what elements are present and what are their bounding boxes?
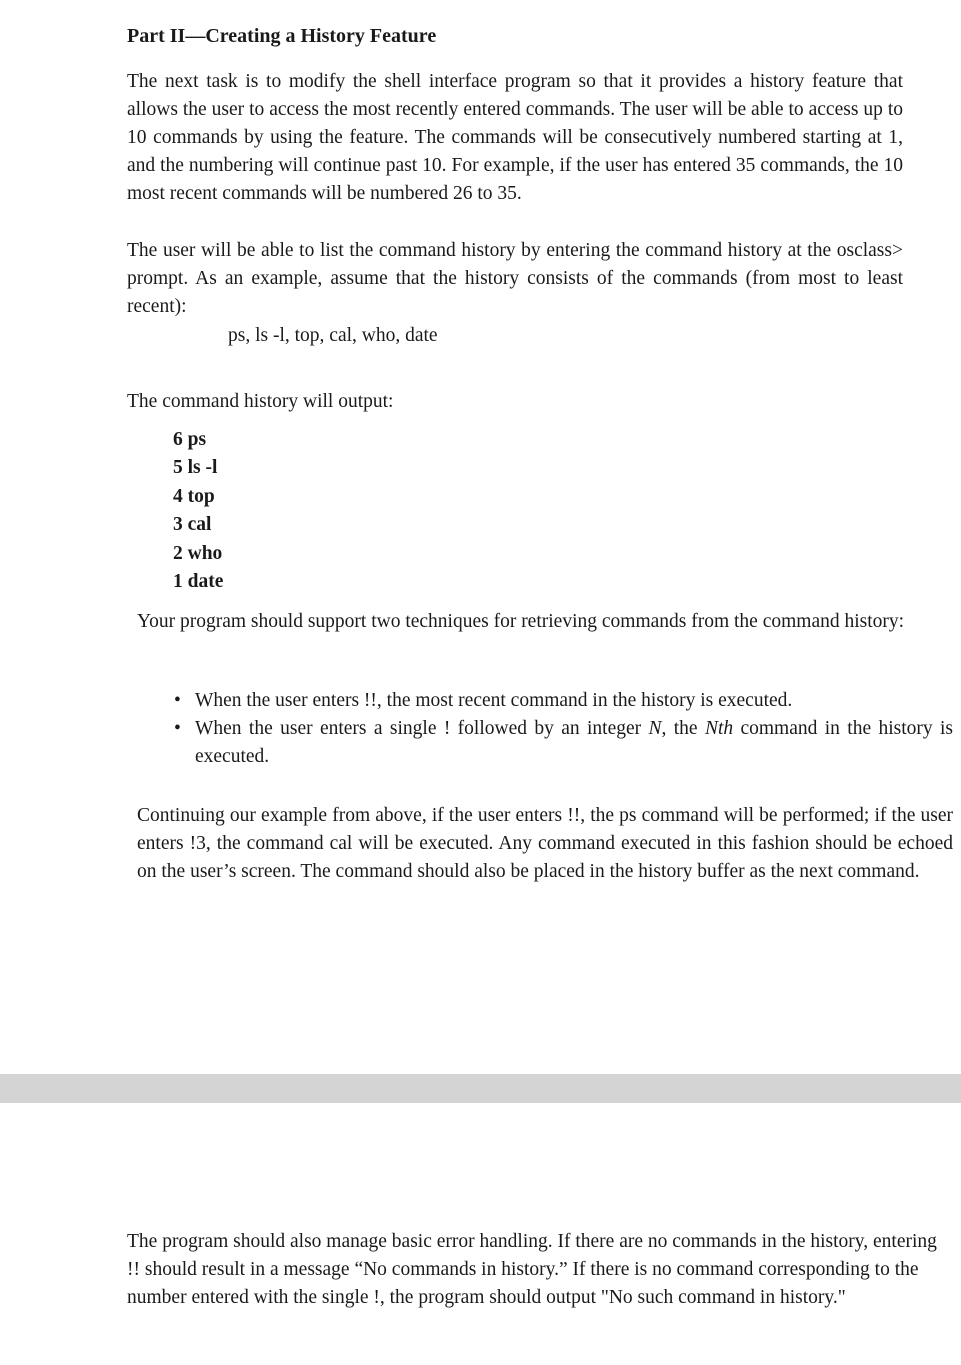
page-divider [0,1074,961,1103]
history-entry: 6 ps [173,429,207,450]
history-entry: 2 who [173,542,223,564]
history-entry: 4 top [173,485,215,507]
bullet-text: When the user enters !!, the most recent command in the history is executed. [195,690,793,711]
history-list-paragraph: The user will be able to list the command history by entering the command history at the osclass> prompt. As an example, assume that the history consists of the commands (from most to least recent): [127,240,903,317]
error-handling-paragraph: The program should also manage basic error handling. If there are no commands in the history, entering !! should result in a message “No commands in history.” If there is no command corresponding to the number entered with the single !, the program should output "No such command in history." [127,1231,937,1308]
section-heading: Part II—Creating a History Feature [127,25,437,47]
list-item [170,715,953,771]
output-intro: The command history will output: [127,391,394,412]
bullet-icon: • [174,718,181,739]
techniques-paragraph: Your program should support two techniques for retrieving commands from the command history: [137,611,905,632]
history-entry: 3 cal [173,514,212,536]
history-output-list [173,426,223,596]
example-paragraph: Continuing our example from above, if the user enters !!, the ps command will be performed; if the user enters !3, the command cal will be executed. Any command executed in this fashion should be echoed on the user’s screen. The command should also be placed in the history buffer as the next command. [137,805,953,882]
history-entry: 1 date [173,571,224,593]
list-item [170,687,953,715]
bullet-icon: • [174,690,181,711]
intro-paragraph: The next task is to modify the shell interface program so that it provides a history feature that allows the user to access the most recently entered commands. The user will be able to access up to 10 commands by using the feature. The commands will be consecutively numbered starting at 1, and the numbering will continue past 10. For example, if the user has entered 35 commands, the 10 most recent commands will be numbered 26 to 35. [127,71,903,204]
history-entry: 5 ls -l [173,457,218,479]
techniques-list [170,687,953,771]
bullet-text: When the user enters a single ! followed by an integer N, the Nth command in the history is executed. [195,718,953,767]
example-commands: ps, ls -l, top, cal, who, date [228,325,438,346]
